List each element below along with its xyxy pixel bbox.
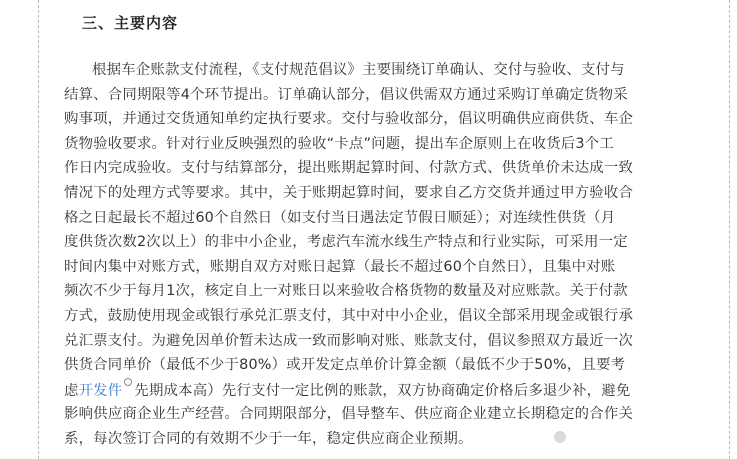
paragraph-line: 根据车企账款支付流程，《支付规范倡议》主要围绕订单确认、交付与验收、支付与 [92, 62, 625, 78]
paragraph-line: 货物验收要求。针对行业反映强烈的验收“卡点”问题，提出车企原则上在收货后3个工 [64, 135, 614, 152]
paragraph-line: 情况下的处理方式等要求。其中，关于账期起算时间，要求自乙方交货并通过甲方验收合 [64, 184, 634, 201]
paragraph-line: 兑汇票支付。为避免因单价暂未达成一致而影响对账、账款支付，倡议参照双方最近一次 [64, 332, 634, 349]
search-icon[interactable] [124, 378, 132, 386]
paragraph-line: 影响供应商企业生产经营。合同期限部分，倡导整车、供应商企业建立长期稳定的合作关 [64, 406, 634, 423]
paragraph-line: 供货合同单价（最低不少于80%）或开发定点单价计算金额（最低不少于50%，且要考 [64, 357, 626, 374]
paragraph-line: 格之日起最长不超过60个自然日（如支付当日遇法定节假日顺延）；对连续性供货（月 [64, 209, 616, 226]
paragraph-line: 系，每次签订合同的有效期不少于一年，稳定供应商企业预期。 [64, 430, 473, 447]
watermark-logo-icon [554, 431, 566, 443]
paragraph-line: 方式，鼓励使用现金或银行承兑汇票支付，其中对中小企业，倡议全部采用现金或银行承 [64, 307, 634, 324]
watermark [554, 430, 730, 452]
paragraph-line: 度供货次数2次以上）的非中小企业，考虑汽车流水线生产特点和行业实际，可采用一定 [64, 234, 628, 251]
paragraph-line: 作日内完成验收。支付与结算部分，提出账期起算时间、付款方式、供货单价未达成一致 [64, 160, 634, 177]
paragraph-line: 频次不少于每月1次，核定自上一对账日以来验收合格货物的数量及对应账款。关于付款 [64, 283, 628, 300]
paragraph-line: 时间内集中对账方式，账期自双方对账日起算（最长不超过60个自然日），且集中对账 [64, 258, 616, 275]
section-heading: 三、主要内容 [82, 14, 179, 32]
keyword-link[interactable]: 开发件 [78, 382, 123, 399]
paragraph-line: 结算、合同期限等4个环节提出。订单确认部分，倡议供需双方通过采购订单确定货物采 [64, 86, 628, 103]
article-paragraph [64, 58, 712, 452]
line-text-before-link: 虑 [64, 382, 79, 399]
line-text-after-link: 先期成本高）先行支付一定比例的账款，双方协商确定价格后多退少补，避免 [134, 382, 631, 399]
paragraph-line-with-link [64, 378, 712, 403]
paragraph-line: 购事项，并通过交货通知单约定执行要求。交付与验收部分，倡议明确供应商供货、车企 [64, 111, 634, 128]
